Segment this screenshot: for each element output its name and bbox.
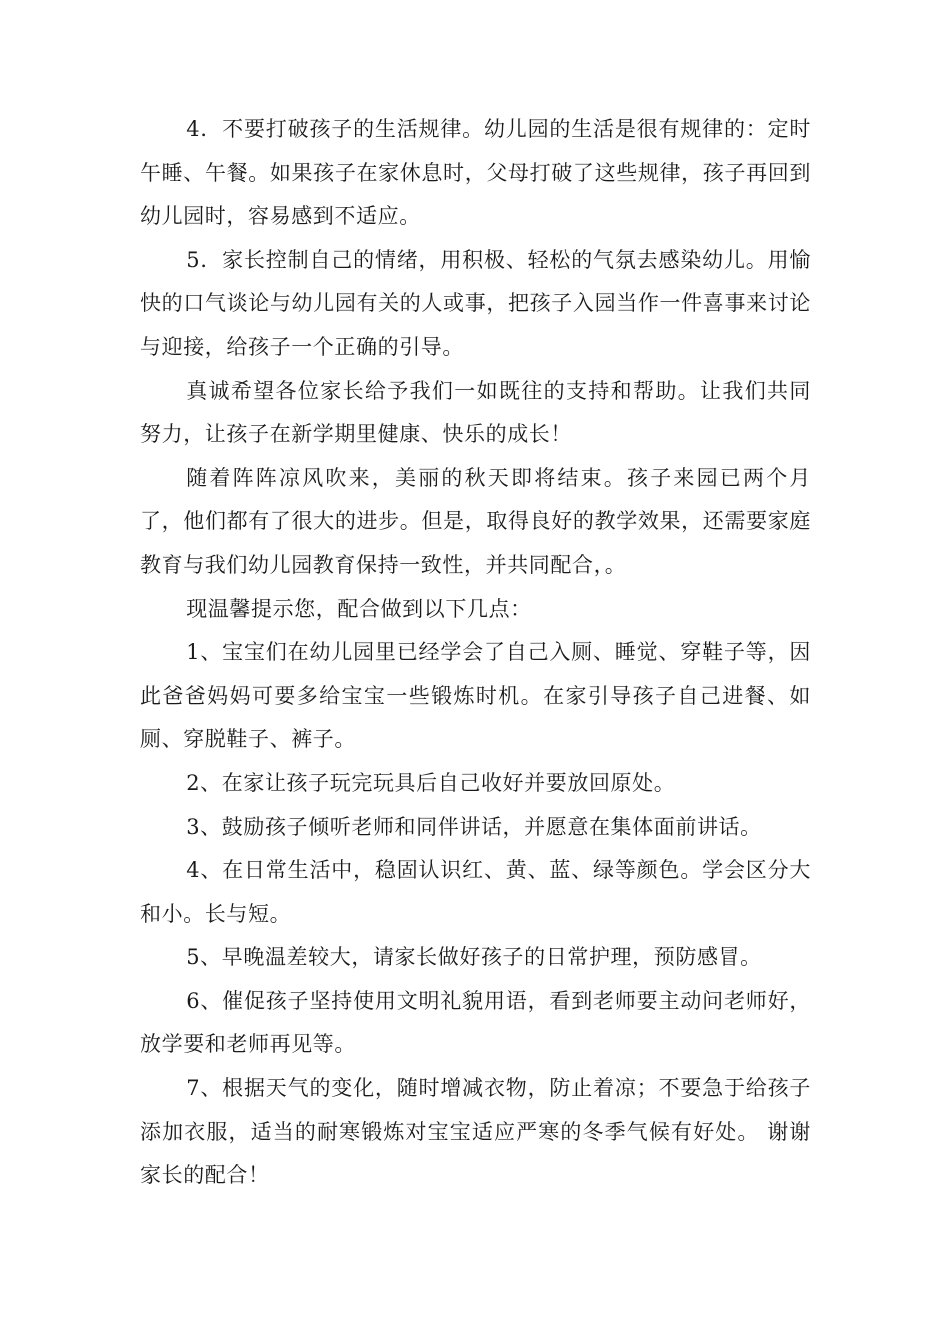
paragraph-tip-6: 6、催促孩子坚持使用文明礼貌用语，看到老师要主动问老师好，放学要和老师再见等。 [140,988,811,1057]
document-body [140,108,811,1198]
paragraph-tip-1: 1、宝宝们在幼儿园里已经学会了自己入厕、睡觉、穿鞋子等，因此爸爸妈妈可要多给宝宝一些锻炼时机。在家引导孩子自己进餐、如厕、穿脱鞋子、裤子。 [140,640,811,752]
paragraph-tip-3: 3、鼓励孩子倾听老师和同伴讲话，并愿意在集体面前讲话。 [186,814,762,839]
paragraph-tip-5: 5、早晚温差较大，请家长做好孩子的日常护理，预防感冒。 [186,945,762,970]
paragraph-tip-2: 2、在家让孩子玩完玩具后自己收好并要放回原处。 [186,770,676,795]
paragraph-tip-4: 4、在日常生活中，稳固认识红、黄、蓝、绿等颜色。学会区分大和小。长与短。 [140,858,811,926]
paragraph-rule-5: 5．家长控制自己的情绪，用积极、轻松的气氛去感染幼儿。用愉快的口气谈论与幼儿园有关的人或事，把孩子入园当作一件喜事来讨论与迎接，给孩子一个正确的引导。 [140,247,811,359]
paragraph-rule-4: 4．不要打破孩子的生活规律。幼儿园的生活是很有规律的：定时午睡、午餐。如果孩子在家休息时，父母打破了这些规律，孩子再回到幼儿园时，容易感到不适应。 [140,117,811,229]
paragraph-closing-thanks: 真诚希望各位家长给予我们一如既往的支持和帮助。让我们共同努力，让孩子在新学期里健康、快乐的成长！ [140,378,811,447]
paragraph-autumn-intro: 随着阵阵凉风吹来，美丽的秋天即将结束。孩子来园已两个月了，他们都有了很大的进步。但是，取得良好的教学效果，还需要家庭教育与我们幼儿园教育保持一致性，并共同配合，。 [140,465,811,577]
paragraph-reminder-intro: 现温馨提示您，配合做到以下几点： [186,596,532,621]
paragraph-tip-7: 7、根据天气的变化，随时增减衣物，防止着凉；不要急于给孩子添加衣服，适当的耐寒锻炼对宝宝适应严寒的冬季气候有好处。 谢谢家长的配合！ [140,1076,811,1188]
